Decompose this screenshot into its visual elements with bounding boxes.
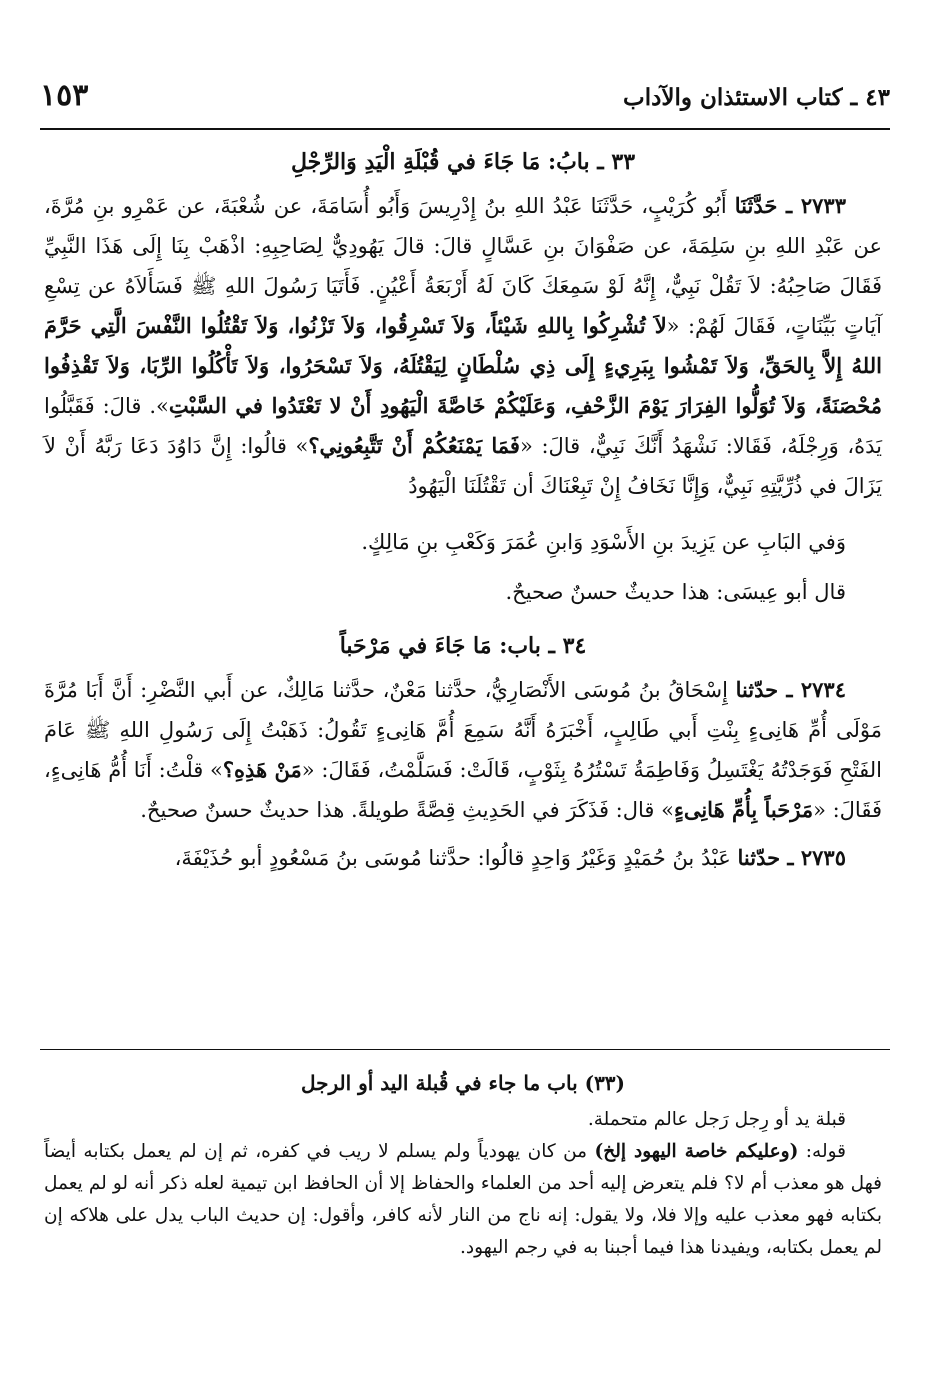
running-header (40, 78, 890, 124)
commentary-paragraph (44, 1136, 882, 1264)
commentary-line: قبلة يد أو رِجل رَجل عالم متحملة. (587, 1109, 846, 1130)
hadith-grading: قال أبو عِيسَى: هذا حديثٌ حسنٌ صحيحٌ. (505, 580, 846, 604)
hadith-2733 (44, 186, 882, 506)
hadith-number: ٢٧٣٥ ـ حدّثنا (737, 845, 846, 870)
commentary (44, 1066, 882, 1264)
commentary-quote: (وعليكم خاصة اليهود إلخ) (594, 1141, 799, 1162)
hadith-text: » قلْتُ: أَنَا أُمُّ هَانِىءٍ، فَقَالَ: « (44, 758, 882, 822)
hadith-question: فَمَا يَمْنَعُكُمْ أَنْ تَتَّبِعُونِي؟ (308, 433, 520, 458)
hadith-number: ٢٧٣٤ ـ حدّثنا (735, 677, 846, 702)
hadith-quote: مَرْحَباً بِأُمِّ هَانِىءٍ (673, 797, 814, 822)
hadith-text: » قال: فَذَكَرَ في الحَدِيثِ قِصَّةً طويلةً. هذا حديثٌ حسنٌ صحيحٌ. (140, 798, 674, 822)
hadith-text: إِسْحَاقُ بنُ مُوسَى الأَنْصَارِيُّ، حدَّثنا مَعْنٌ، حدَّثنا مَالِكٌ، عن أَبي النَّضْرِ: أَنَّ أَبَا مُرَّةَ مَوْلَى أُمِّ هَانِىءٍ بِنْتِ أَبي طَالِبٍ، أَخْبَرَهُ أَنَّهُ سَمِعَ أُمَّ هَانِىءٍ تَقُولُ: ذَهَبْتُ إِلَى رَسُولِ اللهِ ﷺ عَامَ الفَتْحِ فَوَجَدْتُهُ يَغْتَسِلُ وَفَاطِمَةُ تَسْتُرُهُ بِثَوْبٍ، قَالَتْ: فَسَلَّمْتُ، فَقَالَ: « (44, 678, 882, 782)
hadith-text: أَبُو كُرَيْبٍ، حَدَّثَنَا عَبْدُ اللهِ بنُ إِدْرِيسَ وَأَبُو أُسَامَةَ، عن شُعْبَةَ، عن عَمْرِو بنِ مُرَّةَ، عن عَبْدِ اللهِ بنِ سَلِمَةَ، عن صَفْوَانَ بنِ عَسَّالٍ قالَ: قالَ يَهُودِيٌّ لِصَاحِبِهِ: اذْهَبْ بِنَا إِلَى هَذَا النَّبِيِّ فَقَالَ صَاحِبُهُ: لاَ تَقُلْ نَبِيٌّ، إِنَّهُ لَوْ سَمِعَكَ كَانَ لَهُ أَرْبَعَةُ أَعْيُنٍ. فَأَتَيَا رَسُولَ اللهِ ﷺ فَسَأَلاَهُ عن تِسْعِ آيَاتٍ بَيِّنَاتٍ، فَقَالَ لَهُمْ: « (44, 194, 882, 338)
page-number: ١٥٣ (40, 78, 89, 113)
hadith-text: » قالُوا: إِنَّ دَاوُدَ دَعَا رَبَّهُ أَنْ لاَ يَزَالَ في ذُرِّيَّتِهِ نَبِيٌّ، وَإِنَّا نَخَافُ إِنْ تَبِعْنَاكَ أن تَقْتُلَنَا الْيَهُودُ (44, 434, 882, 498)
hadith-text: عَبْدُ بنُ حُمَيْدٍ وَغَيْرُ وَاحِدٍ قالُوا: حدَّثنا مُوسَى بنُ مَسْعُودٍ أبو حُذَيْفَةَ، (174, 846, 738, 870)
hadith-2734 (44, 670, 882, 830)
section-heading-34: ٣٤ ـ باب: مَا جَاءَ في مَرْحَباً (339, 633, 587, 659)
commentary-text: من كان يهودياً ولم يسلم لا ريب في كفره، ثم إن لم يعمل بكتابه أيضاً فهل هو معذب أم لا؟ فلم يتعرض إليه أحد من العلماء والحفاظ إلا أن الحافظ ابن تيمية لعله ذكر أنه لو لم يعمل بكتابه فهو معذب عليه وإلا فلا، ولا يقول: إنه ناج من النار لأنه كافر، وأقول: إن حديث الباب يدل على هلاكه إن لم يعمل بكتابه، ويفيدنا هذا فيما أجبنا به في رجم اليهود. (44, 1141, 882, 1258)
hadith-quote: مَنْ هَذِهِ؟ (222, 757, 302, 782)
hadith-number: ٢٧٣٣ ـ حَدَّثَنَا (734, 193, 846, 218)
chapter-title: ٤٣ ـ كتاب الاستئذان والآداب (623, 84, 890, 111)
commentary-divider (40, 1049, 890, 1050)
commentary-heading: (٣٣) باب ما جاء في قُبلة اليد أو الرجل (300, 1071, 626, 1095)
hadith-2735 (44, 838, 882, 878)
main-text (44, 138, 882, 878)
bab-note: وَفي البَابِ عن يَزِيدَ بنِ الأَسْوَدِ وَابنِ عُمَرَ وَكَعْبِ بنِ مَالِكٍ. (361, 530, 846, 554)
commentary-lead: قوله: (798, 1141, 846, 1162)
header-divider (40, 128, 890, 130)
hadith-commands: لاَ تُشْرِكُوا بِاللهِ شَيْئاً، وَلاَ تَسْرِقُوا، وَلاَ تَزْنُوا، وَلاَ تَقْتُلُوا النَّفْسَ الَّتِي حَرَّمَ اللهُ إِلاَّ بِالحَقِّ، وَلاَ تَمْشُوا بِبَرِيءٍ إِلَى ذِي سُلْطَانٍ لِيَقْتُلَهُ، وَلاَ تَسْحَرُوا، وَلاَ تَأْكُلُوا الرِّبَا، وَلاَ تَقْذِفُوا مُحْصَنَةً، وَلاَ تُوَلُّوا الفِرَارَ يَوْمَ الزَّحْفِ، وَعَلَيْكُمْ خَاصَّةَ الْيَهُودِ أَنْ لا تَعْتَدُوا في السَّبْتِ (44, 313, 882, 418)
section-heading-33: ٣٣ ـ بابُ: مَا جَاءَ في قُبْلَةِ الْيَدِ وَالرِّجْلِ (290, 149, 636, 175)
hadith-text: ». قالَ: فَقَبَّلُوا يَدَهُ، وَرِجْلَهُ، فَقَالا: نَشْهَدُ أَنَّكَ نَبِيٌّ، قالَ: « (44, 394, 882, 458)
